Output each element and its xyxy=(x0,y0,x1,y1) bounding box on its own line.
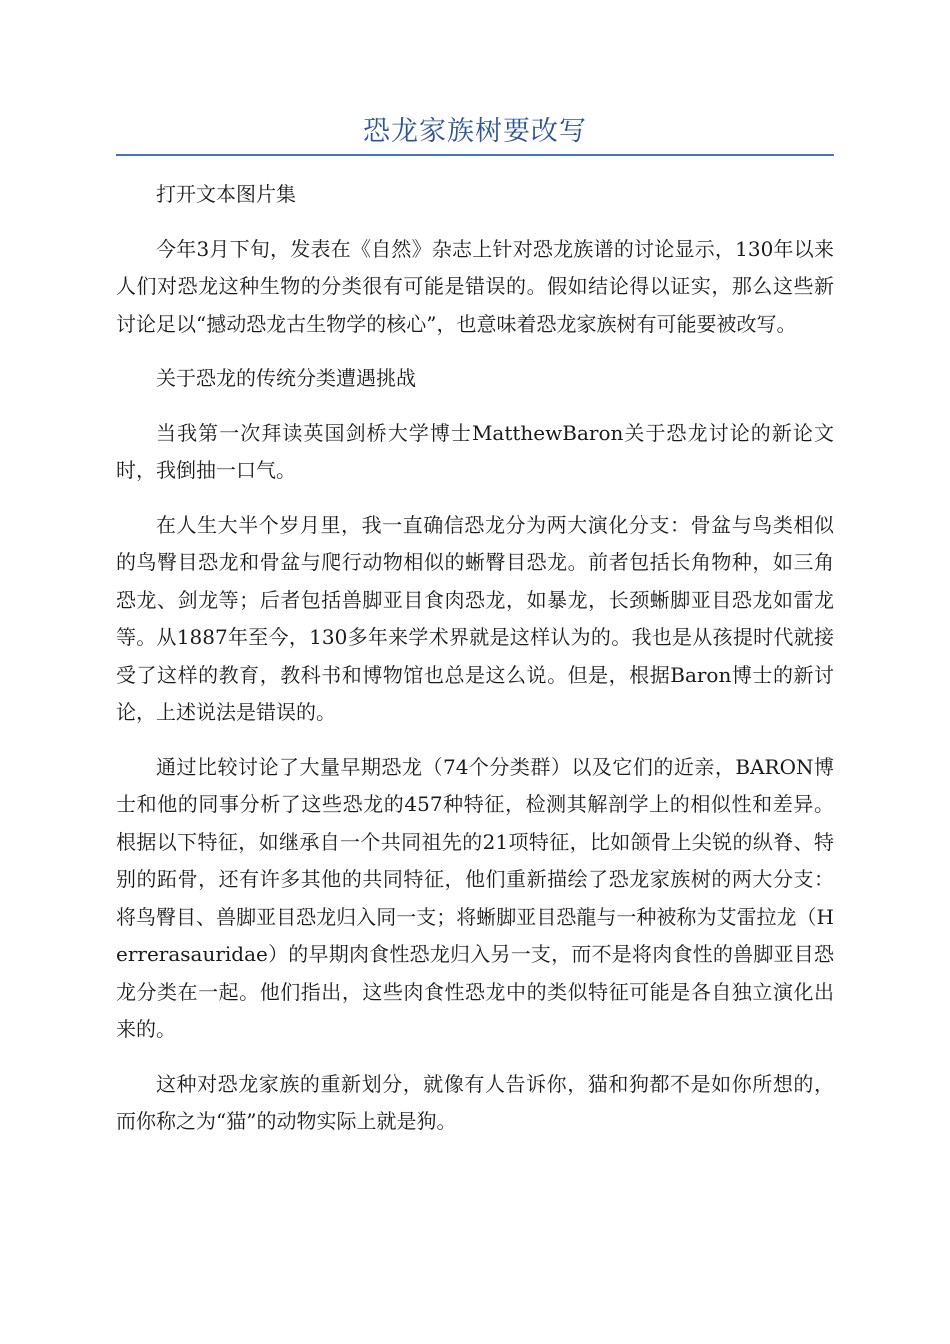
title-underline xyxy=(116,154,834,156)
paragraph-baron-paper: 当我第一次拜读英国剑桥大学博士MatthewBaron关于恐龙讨论的新论文时，我倒抽一口气。 xyxy=(116,420,834,482)
document-body xyxy=(116,176,834,1158)
page-title: 恐龙家族树要改写 xyxy=(363,116,587,147)
paragraph-traditional-classification: 在人生大半个岁月里，我一直确信恐龙分为两大演化分支：骨盆与鸟类相似的鸟臀目恐龙和骨盆与爬行动物相似的蜥臀目恐龙。前者包括长角物种，如三角恐龙、剑龙等；后者包括兽脚亚目食肉恐龙，如暴龙，长颈蜥脚亚目恐龙如雷龙等。从1887年至今，130多年来学术界就是这样认为的。我也是从孩提时代就接受了这样的教育，教科书和博物馆也总是这么说。但是，根据Baron博士的新讨论，上述说法是错误的。 xyxy=(116,512,834,724)
paragraph-cat-dog-analogy: 这种对恐龙家族的重新划分，就像有人告诉你，猫和狗都不是如你所想的，而你称之为“猫”的动物实际上就是狗。 xyxy=(116,1071,834,1133)
paragraph-research-method: 通过比较讨论了大量早期恐龙（74个分类群）以及它们的近亲，BARON博士和他的同事分析了这些恐龙的457种特征，检测其解剖学上的相似性和差异。根据以下特征，如继承自一个共同祖先的21项特征，比如颌骨上尖锐的纵脊、特别的跖骨，还有许多其他的共同特征，他们重新描绘了恐龙家族树的两大分支：将鸟臀目、兽脚亚目恐龙归入同一支；将蜥脚亚目恐龍与一种被称为艾雷拉龙（Herrerasauridae）的早期肉食性恐龙归入另一支，而不是将肉食性的兽脚亚目恐龙分类在一起。他们指出，这些肉食性恐龙中的类似特征可能是各自独立演化出来的。 xyxy=(116,754,834,1041)
section-heading-challenge: 关于恐龙的传统分类遭遇挑战 xyxy=(156,366,416,390)
paragraph-image-collection: 打开文本图片集 xyxy=(156,182,296,206)
paragraph-intro: 今年3月下旬，发表在《自然》杂志上针对恐龙族谱的讨论显示，130年以来人们对恐龙这种生物的分类很有可能是错误的。假如结论得以证实，那么这些新讨论足以“撼动恐龙古生物学的核心”，也意味着恐龙家族树有可能要被改写。 xyxy=(116,236,834,336)
